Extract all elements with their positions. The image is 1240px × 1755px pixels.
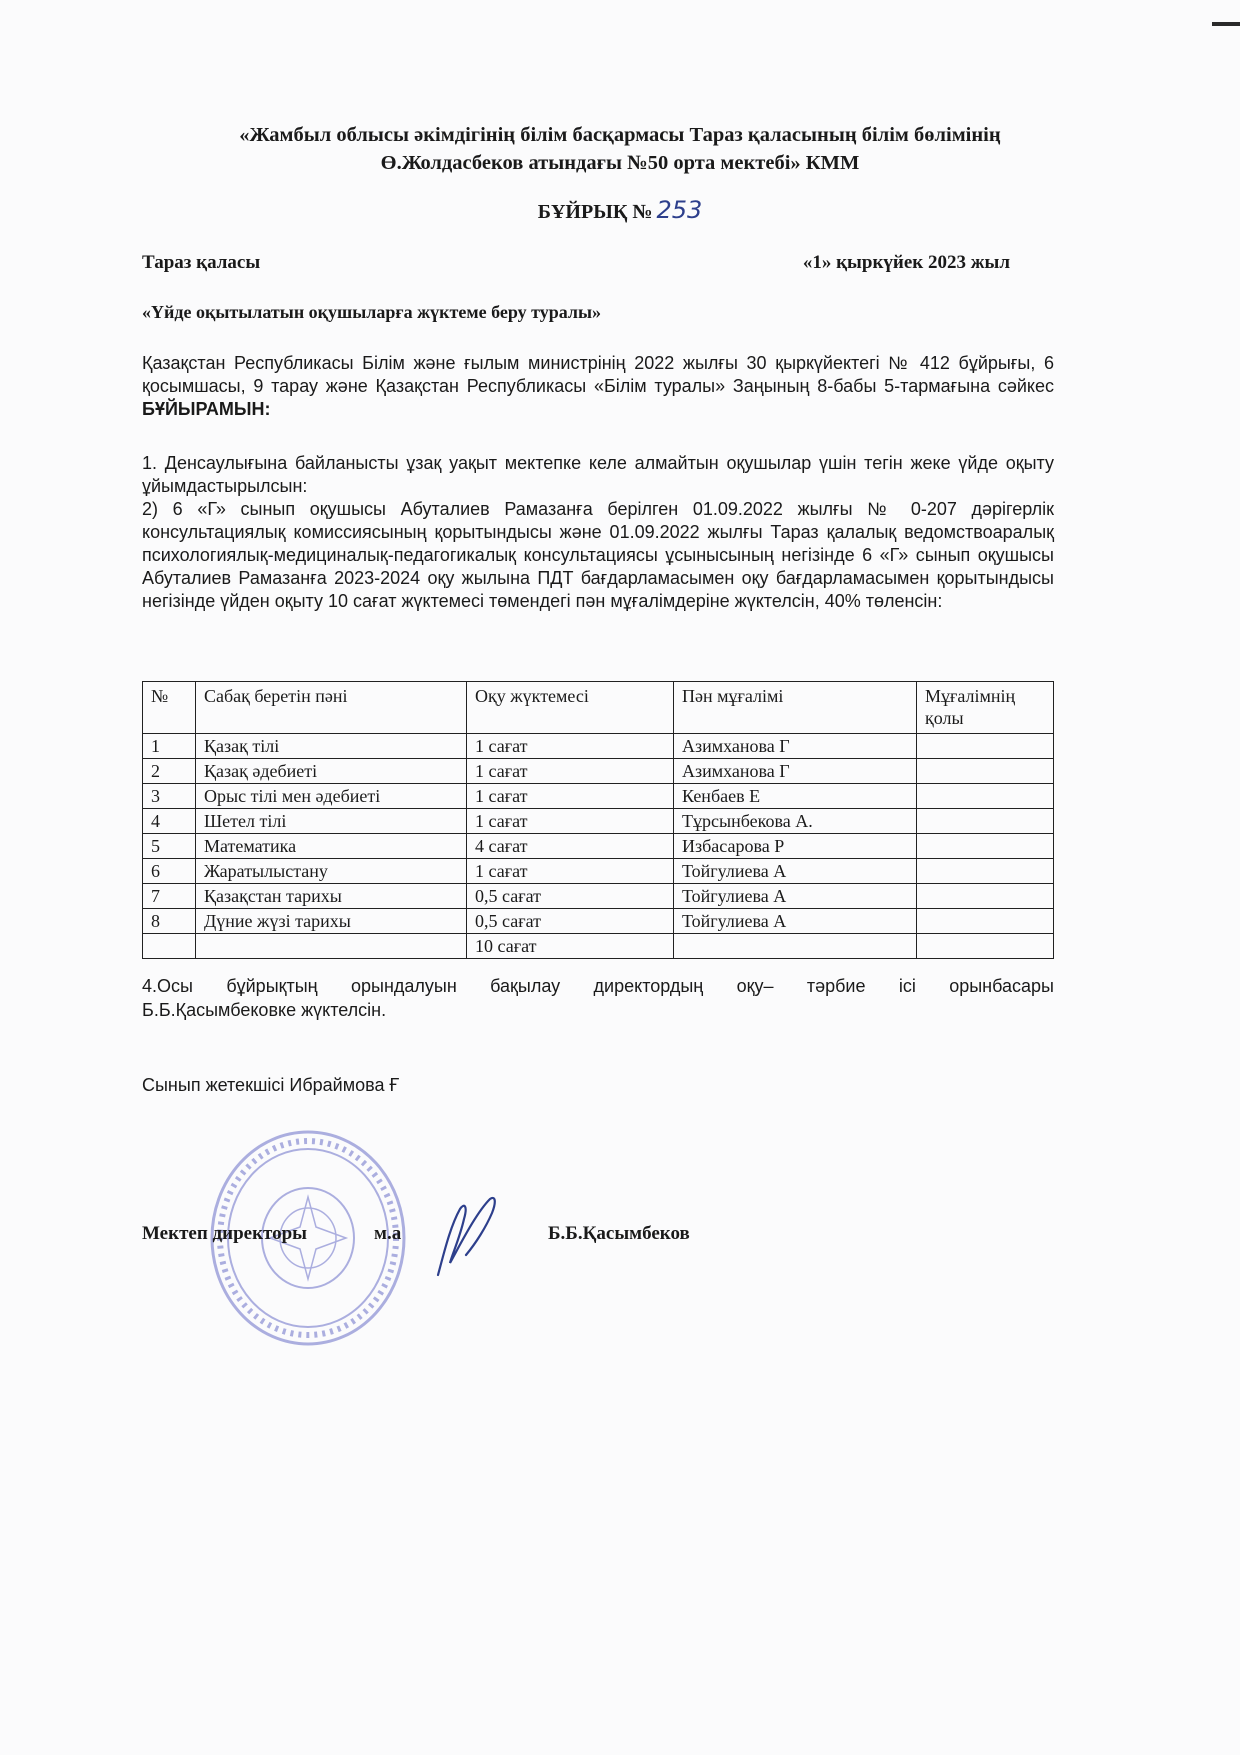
cell-subject: Қазақ әдебиеті — [196, 759, 467, 784]
organization-line-2: Ө.Жолдасбеков атындағы №50 орта мектебі» КММ — [380, 152, 860, 174]
cell-number: 3 — [143, 784, 196, 809]
order-item-4-word: орынбасары — [949, 976, 1054, 996]
cell-load: 10 сағат — [467, 934, 674, 959]
table-row — [143, 909, 1054, 934]
header-cell-signature: Мұғалімнің қолы — [917, 682, 1054, 734]
header-cell-load: Оқу жүктемесі — [467, 682, 674, 734]
header-cell-teacher: Пән мұғалімі — [674, 682, 917, 734]
table-row — [143, 834, 1054, 859]
cell-load: 1 сағат — [467, 734, 674, 759]
order-command: БҰЙЫРАМЫН: — [142, 399, 271, 419]
cell-teacher: Тойгулиева А — [674, 909, 917, 934]
director-signature — [430, 1193, 510, 1283]
order-item-4-word: бақылау — [490, 976, 561, 996]
cell-teacher: Азимханова Г — [674, 759, 917, 784]
cell-signature — [917, 784, 1054, 809]
order-item-1: 1. Денсаулығына байланысты ұзақ уақыт мектепке келе алмайтын оқушылар үшін тегін жеке үйде оқыту ұйымдастырылсын: — [142, 453, 1054, 496]
table-row — [143, 884, 1054, 909]
table-row — [143, 809, 1054, 834]
cell-teacher: Азимханова Г — [674, 734, 917, 759]
scan-edge-mark — [1212, 22, 1240, 26]
cell-subject — [196, 934, 467, 959]
cell-signature — [917, 859, 1054, 884]
cell-load: 4 сағат — [467, 834, 674, 859]
cell-teacher: Избасарова Р — [674, 834, 917, 859]
director-title: Мектеп директоры — [142, 1223, 308, 1244]
cell-subject: Қазақ тілі — [196, 734, 467, 759]
cell-subject: Қазақстан тарихы — [196, 884, 467, 909]
cell-signature — [917, 759, 1054, 784]
preamble-text: Қазақстан Республикасы Білім және ғылым министрінің 2022 жылғы 30 қыркүйектегі № 412 бұйрығы, 6 қосымшасы, 9 тарау және Қазақстан Республикасы «Білім туралы» Заңының 8-бабы 5-тармағына сәйкес — [142, 353, 1054, 396]
cell-signature — [917, 734, 1054, 759]
cell-subject: Орыс тілі мен әдебиеті — [196, 784, 467, 809]
order-item-4-word: орындалуын — [350, 976, 457, 996]
order-label: БҰЙРЫҚ № — [537, 201, 653, 223]
cell-subject: Жаратылыстану — [196, 859, 467, 884]
cell-load: 1 сағат — [467, 759, 674, 784]
cell-teacher: Тұрсынбекова А. — [674, 809, 917, 834]
cell-subject: Дүние жүзі тарихы — [196, 909, 467, 934]
preamble — [142, 352, 1054, 421]
order-item-2: 2) 6 «Г» сынып оқушысы Абуталиев Рамазанға берілген 01.09.2022 жылғы № 0-207 дәрігерлік консультациялық комиссиясының қорытындысы және 01.09.2022 жылғы Тараз қалалық ведомствоаралық психологиялық-медициналық-педагогикалық консультациясы ұсынысының негізінде 6 «Г» сынып оқушысы Абуталиев Рамазанға 2023-2024 оқу жылына ПДТ бағдарламасымен оқу бағдарламасымен қорытындысы негізінде үйден оқыту 10 сағат жүктемесі төмендегі пән мұғалімдеріне жүктелсін, 40% төленсін: — [142, 499, 1054, 611]
cell-load: 1 сағат — [467, 859, 674, 884]
cell-teacher — [674, 934, 917, 959]
order-subject: «Үйде оқытылатын оқушыларға жүктеме беру туралы» — [142, 302, 602, 322]
order-item-4-line-2: Б.Б.Қасымбековке жүктелсін. — [142, 1000, 387, 1020]
order-item-4 — [142, 974, 1054, 1022]
cell-teacher: Тойгулиева А — [674, 884, 917, 909]
load-table — [142, 681, 1054, 959]
cell-teacher: Тойгулиева А — [674, 859, 917, 884]
order-item-4-word: оқу– — [736, 976, 774, 996]
cell-load: 0,5 сағат — [467, 884, 674, 909]
place: Тараз қаласы — [142, 252, 261, 273]
cell-number: 2 — [143, 759, 196, 784]
cell-number: 5 — [143, 834, 196, 859]
table-body — [143, 734, 1054, 959]
cell-signature — [917, 834, 1054, 859]
cell-signature — [917, 809, 1054, 834]
cell-load: 1 сағат — [467, 784, 674, 809]
director-name: Б.Б.Қасымбеков — [548, 1223, 690, 1244]
cell-number — [143, 934, 196, 959]
cell-load: 1 сағат — [467, 809, 674, 834]
class-teacher: Сынып жетекшісі Ибраймова Ғ — [142, 1075, 400, 1095]
organization-header — [120, 121, 1120, 177]
cell-subject: Шетел тілі — [196, 809, 467, 834]
cell-number: 4 — [143, 809, 196, 834]
organization-line-1: «Жамбыл облысы әкімдігінің білім басқармасы Тараз қаласының білім бөлімінің — [239, 124, 1001, 146]
order-title — [0, 196, 1240, 224]
order-items — [142, 452, 1054, 613]
order-item-4-word: директордың — [593, 976, 704, 996]
cell-load: 0,5 сағат — [467, 909, 674, 934]
table-header-row — [143, 682, 1054, 734]
cell-subject: Математика — [196, 834, 467, 859]
order-item-4-word: бұйрықтың — [226, 976, 318, 996]
header-cell-subject: Сабақ беретін пәні — [196, 682, 467, 734]
order-date: «1» қыркүйек 2023 жыл — [802, 252, 1010, 273]
table-row — [143, 934, 1054, 959]
table-row — [143, 734, 1054, 759]
order-item-4-word: 4.Осы — [142, 976, 193, 996]
cell-number: 8 — [143, 909, 196, 934]
table-row — [143, 759, 1054, 784]
cell-teacher: Кенбаев Е — [674, 784, 917, 809]
cell-number: 7 — [143, 884, 196, 909]
cell-number: 6 — [143, 859, 196, 884]
cell-number: 1 — [143, 734, 196, 759]
order-number-handwritten: 253 — [656, 196, 703, 224]
order-item-4-word: тәрбие — [806, 976, 866, 996]
seal-place-mark: м.а — [374, 1223, 402, 1244]
cell-signature — [917, 884, 1054, 909]
table-row — [143, 859, 1054, 884]
order-item-4-word: ісі — [898, 976, 916, 996]
order-item-4-line-1 — [142, 974, 1054, 998]
table-row — [143, 784, 1054, 809]
cell-signature — [917, 934, 1054, 959]
cell-signature — [917, 909, 1054, 934]
header-cell-number: № — [143, 682, 196, 734]
